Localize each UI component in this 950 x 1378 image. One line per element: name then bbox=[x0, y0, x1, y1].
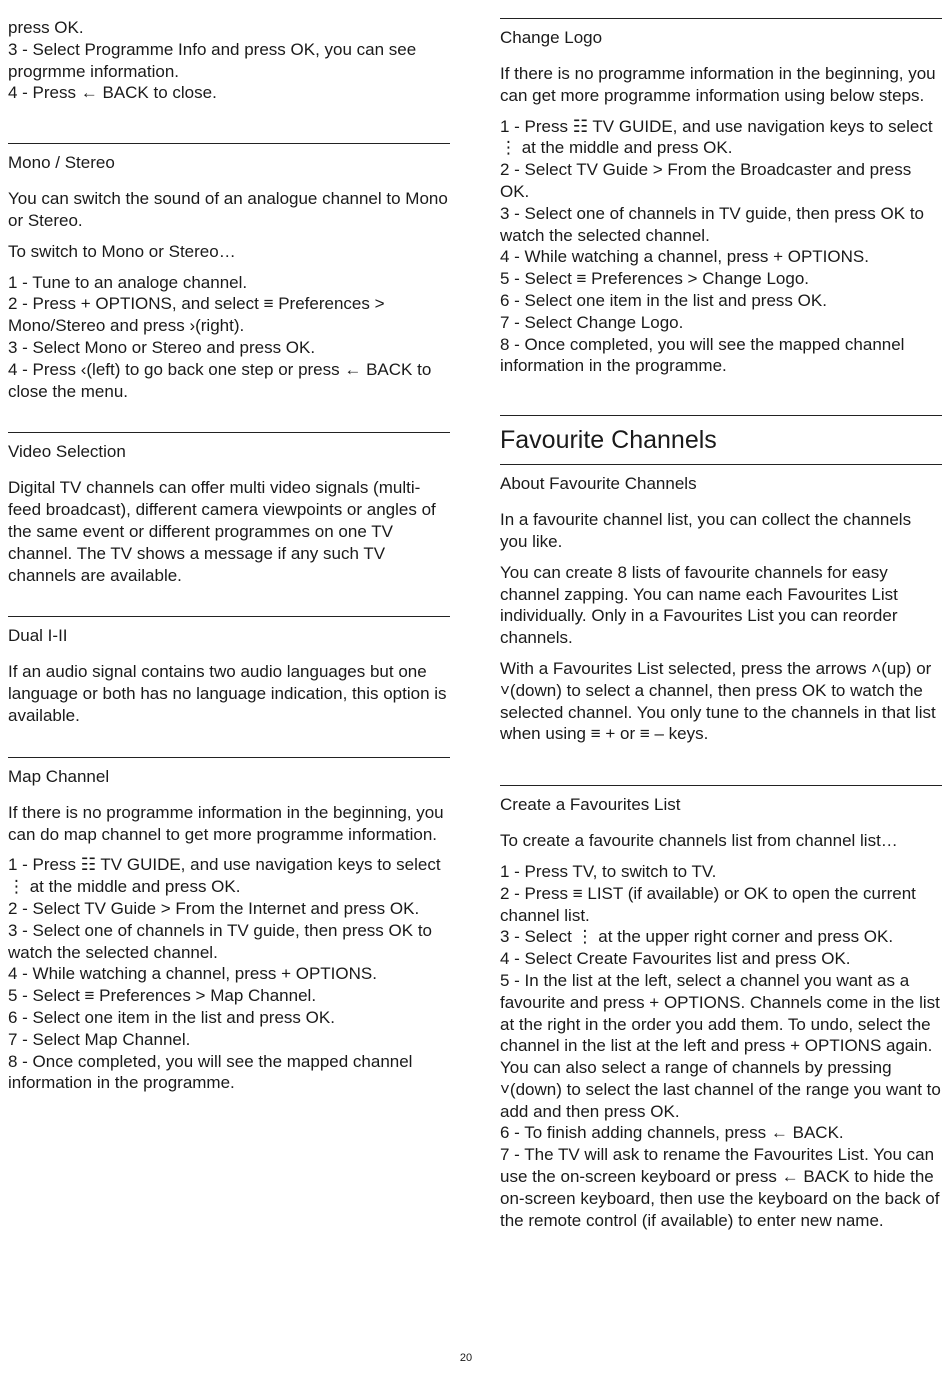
step: 1 - Press TV, to switch to TV. bbox=[500, 861, 717, 881]
step: 1 - Press ☷ TV GUIDE, and use navigation keys to select ⋮ at the middle and press OK. bbox=[8, 855, 441, 897]
continued-line: press OK. bbox=[8, 18, 84, 37]
paragraph: To create a favourite channels list from channel list… bbox=[500, 831, 898, 851]
continued-line: 4 - Press ← BACK to close. bbox=[8, 83, 217, 103]
step-list bbox=[500, 861, 942, 1232]
step: 5 - Select ≡ Preferences > Change Logo. bbox=[500, 269, 810, 289]
section-dual bbox=[8, 616, 450, 726]
step: 3 - Select Mono or Stereo and press OK. bbox=[8, 337, 316, 357]
step: 5 - Select ≡ Preferences > Map Channel. bbox=[8, 986, 317, 1006]
section-title: Create a Favourites List bbox=[500, 795, 681, 815]
section-title: Video Selection bbox=[8, 442, 126, 462]
step: 2 - Press ≡ LIST (if available) or OK to open the current channel list. bbox=[500, 883, 916, 925]
section-title: Mono / Stereo bbox=[8, 153, 115, 173]
step: 4 - While watching a channel, press + OPTIONS. bbox=[8, 964, 377, 984]
step: 1 - Press ☷ TV GUIDE, and use navigation keys to select ⋮ at the middle and press OK. bbox=[500, 116, 933, 158]
step-list bbox=[8, 272, 450, 403]
paragraph: If an audio signal contains two audio languages but one language or both has no language indication, this option is available. bbox=[8, 662, 447, 725]
section-title: Map Channel bbox=[8, 766, 110, 786]
step: 1 - Tune to an analoge channel. bbox=[8, 272, 248, 292]
step: 7 - Select Change Logo. bbox=[500, 312, 684, 332]
step: 6 - To finish adding channels, press ← BACK. bbox=[500, 1123, 844, 1143]
step: 2 - Press + OPTIONS, and select ≡ Preferences > Mono/Stereo and press ›(right). bbox=[8, 294, 385, 336]
step: 7 - Select Map Channel. bbox=[8, 1029, 191, 1049]
page-number: 20 bbox=[459, 1352, 473, 1364]
paragraph: If there is no programme information in the beginning, you can get more programme information using below steps. bbox=[500, 64, 936, 105]
step: 4 - Select Create Favourites list and press OK. bbox=[500, 949, 851, 969]
paragraph: Digital TV channels can offer multi video signals (multi-feed broadcast), different camera viewpoints or angles of the same event or different programmes on one TV channel. The TV shows a message if any such TV channels are available. bbox=[8, 478, 436, 585]
section-create-favourites bbox=[500, 785, 942, 1231]
step: 5 - In the list at the left, select a channel you want as a favourite and press + OPTIONS. Channels come in the list at the right in the order you add them. To undo, select the channel in the list at the left and press + OPTIONS again. You can also select a range of channels by pressing ˅(down) to select the last channel of the range you want to add and then press OK. bbox=[500, 970, 941, 1121]
right-column bbox=[500, 0, 942, 1231]
step: 8 - Once completed, you will see the mapped channel information in the programme. bbox=[500, 334, 905, 376]
section-title: About Favourite Channels bbox=[500, 474, 697, 494]
step: 6 - Select one item in the list and press OK. bbox=[500, 290, 827, 310]
section-change-logo bbox=[500, 18, 942, 377]
paragraph: If there is no programme information in the beginning, you can do map channel to get more programme information. bbox=[8, 802, 444, 844]
step: 3 - Select one of channels in TV guide, then press OK to watch the selected channel. bbox=[500, 203, 924, 245]
paragraph: You can create 8 lists of favourite channels for easy channel zapping. You can name each Favourites List individually. Only in a Favourites List you can reorder channels. bbox=[500, 562, 898, 648]
step: 2 - Select TV Guide > From the Broadcaster and press OK. bbox=[500, 160, 912, 201]
continued-steps bbox=[8, 17, 450, 104]
paragraph: With a Favourites List selected, press the arrows ˄(up) or ˅(down) to select a channel, then press OK to watch the selected channel. You only tune to the channels in that list when using ≡ + or ≡ – keys. bbox=[500, 658, 936, 744]
step: 3 - Select one of channels in TV guide, then press OK to watch the selected channel. bbox=[8, 920, 432, 962]
section-map-channel bbox=[8, 757, 450, 1094]
left-column bbox=[8, 0, 450, 1094]
step: 4 - While watching a channel, press + OPTIONS. bbox=[500, 247, 869, 267]
step: 4 - Press ‹(left) to go back one step or press ← BACK to close the menu. bbox=[8, 359, 432, 401]
paragraph: To switch to Mono or Stereo… bbox=[8, 241, 236, 261]
section-video-selection bbox=[8, 432, 450, 586]
paragraph: You can switch the sound of an analogue channel to Mono or Stereo. bbox=[8, 189, 448, 230]
section-mono-stereo bbox=[8, 143, 450, 402]
continued-line: 3 - Select Programme Info and press OK, you can see progrmme information. bbox=[8, 39, 417, 81]
chapter-favourite-channels bbox=[500, 415, 942, 456]
section-about-favourites bbox=[500, 464, 942, 745]
step: 7 - The TV will ask to rename the Favourites List. You can use the on-screen keyboard or press ← BACK to hide the on-screen keyboard, then use the keyboard on the back of the remote control (if available) to enter new name. bbox=[500, 1145, 940, 1230]
chapter-title: Favourite Channels bbox=[500, 426, 717, 455]
paragraph: In a favourite channel list, you can collect the channels you like. bbox=[500, 510, 912, 551]
step-list bbox=[500, 116, 942, 378]
step: 6 - Select one item in the list and press OK. bbox=[8, 1007, 335, 1027]
step: 2 - Select TV Guide > From the Internet and press OK. bbox=[8, 898, 420, 918]
section-title: Change Logo bbox=[500, 28, 603, 47]
step: 3 - Select ⋮ at the upper right corner and press OK. bbox=[500, 927, 894, 947]
step: 8 - Once completed, you will see the mapped channel information in the programme. bbox=[8, 1051, 413, 1093]
section-title: Dual I-II bbox=[8, 626, 68, 646]
step-list bbox=[8, 854, 450, 1094]
